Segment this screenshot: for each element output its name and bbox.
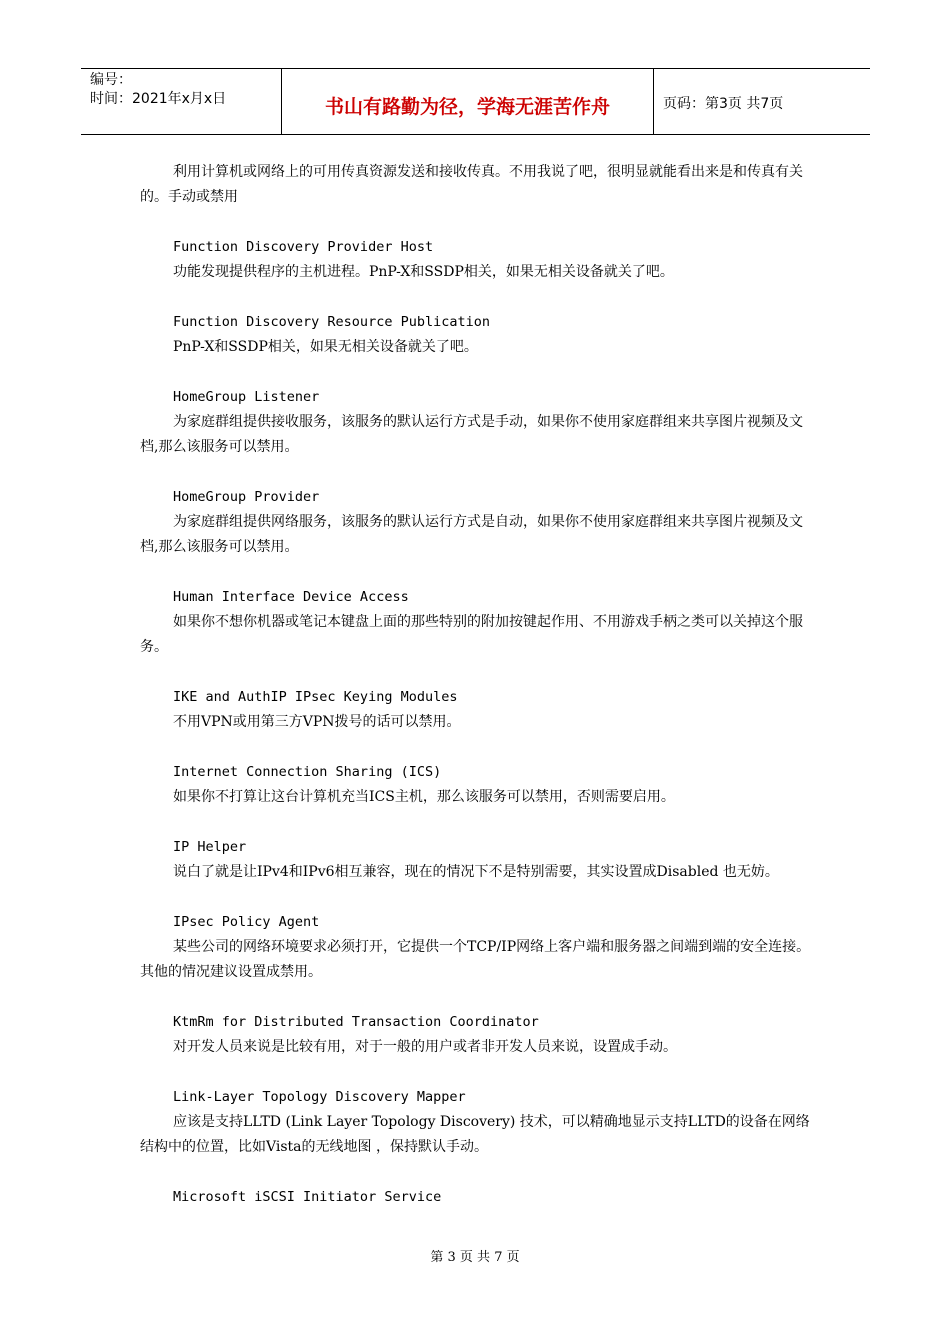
service-title: Microsoft iSCSI Initiator Service — [173, 1189, 442, 1205]
service-description: 某些公司的网络环境要求必须打开，它提供一个TCP/IP网络上客户端和服务器之间端到端的安全连接。其他的情况建议设置成禁用。 — [140, 939, 811, 980]
service-section — [140, 585, 812, 660]
service-title: Function Discovery Resource Publication — [173, 314, 490, 330]
service-section — [140, 385, 812, 460]
service-description: 应该是支持LLTD (Link Layer Topology Discovery) 技术，可以精确地显示支持LLTD的设备在网络结构中的位置，比如Vista的无线地图 ，保持默认手动。 — [140, 1114, 810, 1155]
service-description: 为家庭群组提供网络服务，该服务的默认运行方式是自动，如果你不使用家庭群组来共享图片视频及文档,那么该服务可以禁用。 — [140, 514, 803, 555]
date-label: 时间：2021年x月x日 — [90, 91, 227, 107]
service-description: 对开发人员来说是比较有用，对于一般的用户或者非开发人员来说，设置成手动。 — [173, 1039, 677, 1055]
service-title: HomeGroup Listener — [173, 389, 320, 405]
service-description: 如果你不打算让这台计算机充当ICS主机，那么该服务可以禁用，否则需要启用。 — [173, 789, 675, 805]
service-section — [140, 760, 812, 810]
service-title: HomeGroup Provider — [173, 489, 320, 505]
service-title: Human Interface Device Access — [173, 589, 409, 605]
service-title: Link-Layer Topology Discovery Mapper — [173, 1089, 466, 1105]
intro-paragraph: 利用计算机或网络上的可用传真资源发送和接收传真。不用我说了吧，很明显就能看出来是和传真有关的。手动或禁用 — [140, 164, 803, 205]
header-meta — [81, 69, 282, 134]
service-section — [140, 685, 812, 735]
service-title: KtmRm for Distributed Transaction Coordinator — [173, 1014, 539, 1030]
service-section — [140, 235, 812, 285]
service-section — [140, 910, 812, 985]
page-footer: 第 3 页 共 7 页 — [430, 1250, 520, 1265]
service-section — [140, 1185, 812, 1210]
page-header — [81, 68, 870, 135]
service-title: IP Helper — [173, 839, 247, 855]
service-section — [140, 835, 812, 885]
document-body — [140, 160, 812, 1210]
service-title: IPsec Policy Agent — [173, 914, 320, 930]
header-motto: 书山有路勤为径，学海无涯苦作舟 — [282, 69, 654, 134]
service-sections — [140, 235, 812, 1210]
service-description: 为家庭群组提供接收服务，该服务的默认运行方式是手动，如果你不使用家庭群组来共享图片视频及文档,那么该服务可以禁用。 — [140, 414, 803, 455]
service-description: 不用VPN或用第三方VPN拨号的话可以禁用。 — [173, 714, 461, 730]
service-section — [140, 485, 812, 560]
service-description: 如果你不想你机器或笔记本键盘上面的那些特别的附加按键起作用、不用游戏手柄之类可以关掉这个服务。 — [140, 614, 803, 655]
service-section — [140, 1010, 812, 1060]
service-section — [140, 310, 812, 360]
service-section — [140, 1085, 812, 1160]
header-page-info: 页码：第3页 共7页 — [663, 95, 784, 112]
service-title: IKE and AuthIP IPsec Keying Modules — [173, 689, 458, 705]
number-label: 编号： — [90, 72, 132, 88]
service-title: Internet Connection Sharing (ICS) — [173, 764, 442, 780]
service-title: Function Discovery Provider Host — [173, 239, 434, 255]
service-description: PnP-X和SSDP相关，如果无相关设备就关了吧。 — [173, 339, 478, 355]
service-description: 功能发现提供程序的主机进程。PnP-X和SSDP相关，如果无相关设备就关了吧。 — [173, 264, 674, 280]
service-description: 说白了就是让IPv4和IPv6相互兼容，现在的情况下不是特别需要，其实设置成Disabled 也无妨。 — [173, 864, 779, 880]
